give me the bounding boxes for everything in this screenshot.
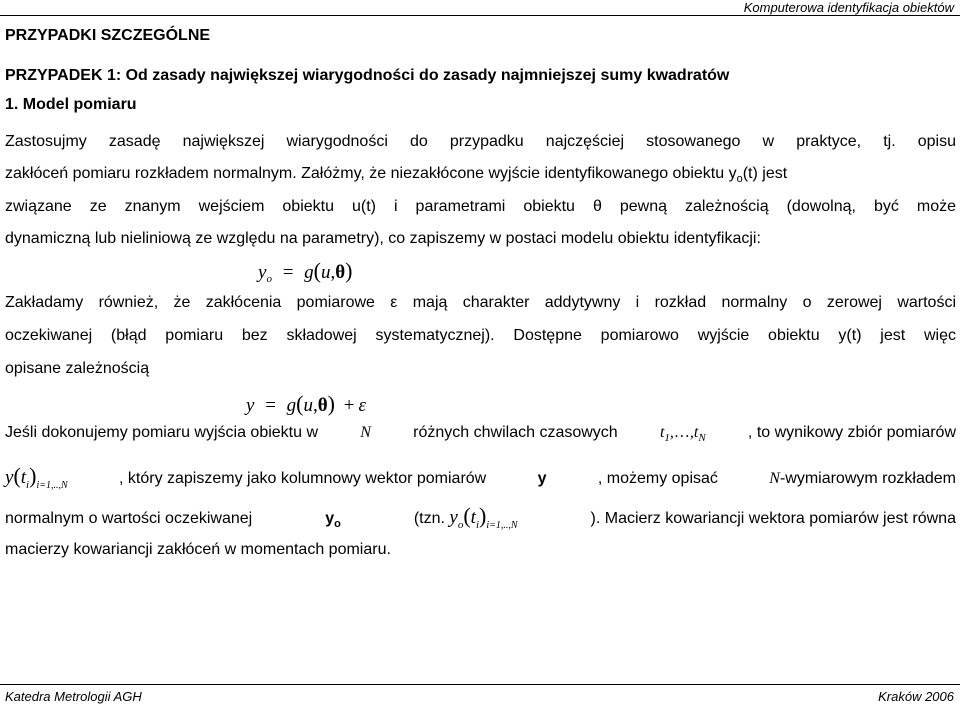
para3-line2-set: $y(t_i)_{i=1,..,N}$ (5, 463, 68, 491)
eq1-equals: = (282, 262, 294, 283)
para1-line2-subscript: o (736, 173, 743, 186)
header-course-title: Komputerowa identyfikacja obiektów (743, 0, 954, 15)
para3-line1-c: , to wynikowy zbiór pomiarów (747, 424, 956, 441)
page-title: PRZYPADKI SZCZEGÓLNE (5, 27, 211, 44)
eq2-plus: + (343, 395, 355, 416)
set2-y: y (449, 507, 458, 528)
vec-y-sub: o (334, 518, 341, 531)
para3-t1-sub: 1 (664, 432, 670, 445)
para3-line2 (5, 463, 956, 491)
para1-line3: związane ze znanym wejściem obiektu u(t) i parametrami obiektu θ pewną zależnością (dowolną, być może (5, 198, 956, 215)
set2-y-sub: o (457, 518, 464, 531)
para3-line2-vec: y (537, 470, 547, 487)
para1-line4: dynamiczną lub nieliniową ze względu na parametry), co zapiszemy w postaci modelu obiektu identyfikacji: (5, 230, 761, 247)
para3-line3-tzn: (tzn. (413, 510, 445, 527)
para3-line3-set: $y_o(t_i)_{i=1,..,N}$ (449, 503, 518, 531)
section-heading: 1. Model pomiaru (5, 96, 137, 113)
para3-line1-b: różnych chwilach czasowych (413, 424, 618, 441)
para3-t1: t (659, 424, 665, 441)
header-rule (0, 15, 960, 16)
para3-dots: ,…, (669, 424, 694, 441)
para1-line2-text: zakłóceń pomiaru rozkładem normalnym. Załóżmy, że niezakłócone wyjście identyfikowanego obiektu y (5, 165, 737, 182)
eq2-arg-theta: θ (317, 395, 328, 416)
set2-t-index: i (475, 518, 479, 531)
para3-line1 (5, 424, 956, 444)
para2-line3: opisane zależnością (5, 360, 150, 377)
equation-measurement: y = g(u,θ) + ε (246, 391, 366, 416)
equation-model: $y_o = g(u,\theta)$ (258, 258, 353, 285)
eq1-lhs-sub: o (266, 273, 272, 285)
para3-tN-sub: N (698, 432, 706, 445)
para3-line1-N: N (360, 424, 371, 441)
eq2-equals: = (265, 395, 276, 416)
eq1-comma: , (330, 262, 336, 283)
para3-line3-c: ). Macierz kowariancji wektora pomiarów jest równa (590, 510, 956, 527)
para3-line3 (5, 503, 956, 531)
para3-line2-c: -wymiarowym rozkładem (779, 470, 956, 487)
vec-y: y (325, 510, 335, 527)
para3-line3-vec (325, 510, 341, 530)
set-t-index: i (26, 478, 30, 491)
set2-t: t (470, 507, 476, 528)
para3-line2-a: , który zapiszemy jako kolumnowy wektor pomiarów (119, 470, 487, 487)
para3-line2-N: N (769, 470, 780, 487)
para2-line2: oczekiwanej (błąd pomiaru bez składowej systematycznej). Dostępne pomiarowo wyjście obiektu y(t) jest więc (5, 327, 956, 344)
para3-tN: t (693, 424, 699, 441)
footer-place-year: Kraków 2006 (878, 689, 954, 704)
footer-rule (0, 684, 960, 685)
eq2-function: g (286, 395, 297, 416)
set-range: i=1,..,N (36, 479, 68, 491)
para3-line4: macierzy kowariancji zakłóceń w momentach pomiaru. (5, 541, 391, 558)
eq1-lhs: y (258, 262, 267, 283)
eq1-arg-theta: θ (335, 262, 346, 283)
set-t: t (20, 467, 27, 488)
para3-line3-a: normalnym o wartości oczekiwanej (5, 510, 253, 527)
eq2-noise: ε (358, 395, 366, 416)
eq2-lhs: y (246, 395, 255, 416)
para1-line1: Zastosujmy zasadę największej wiarygodności do przypadku najczęściej stosowanego w praktyce, tj. opisu (5, 133, 956, 150)
footer-department: Katedra Metrologii AGH (5, 689, 142, 704)
eq2-arg-u: u (303, 395, 313, 416)
case-heading: PRZYPADEK 1: Od zasady największej wiarygodności do zasady najmniejszej sumy kwadratów (5, 67, 730, 84)
para1-line2-end: (t) jest (742, 165, 788, 182)
eq2-comma: , (312, 395, 318, 416)
para2-line1: Zakładamy również, że zakłócenia pomiarowe ε mają charakter addytywny i rozkład normalny o zerowej wartości (5, 294, 956, 311)
para3-line2-b: , możemy opisać (597, 470, 718, 487)
para1-line2 (5, 165, 956, 185)
para3-line2-nd (769, 470, 956, 488)
para3-line3-b (414, 503, 518, 531)
para3-line1-a: Jeśli dokonujemy pomiaru wyjścia obiektu w (5, 424, 319, 441)
set-y: y (5, 467, 14, 488)
para3-line1-times (660, 424, 706, 444)
eq1-function: g (304, 262, 314, 283)
set2-range: i=1,..,N (486, 519, 518, 531)
eq1-arg-u: u (320, 262, 331, 283)
